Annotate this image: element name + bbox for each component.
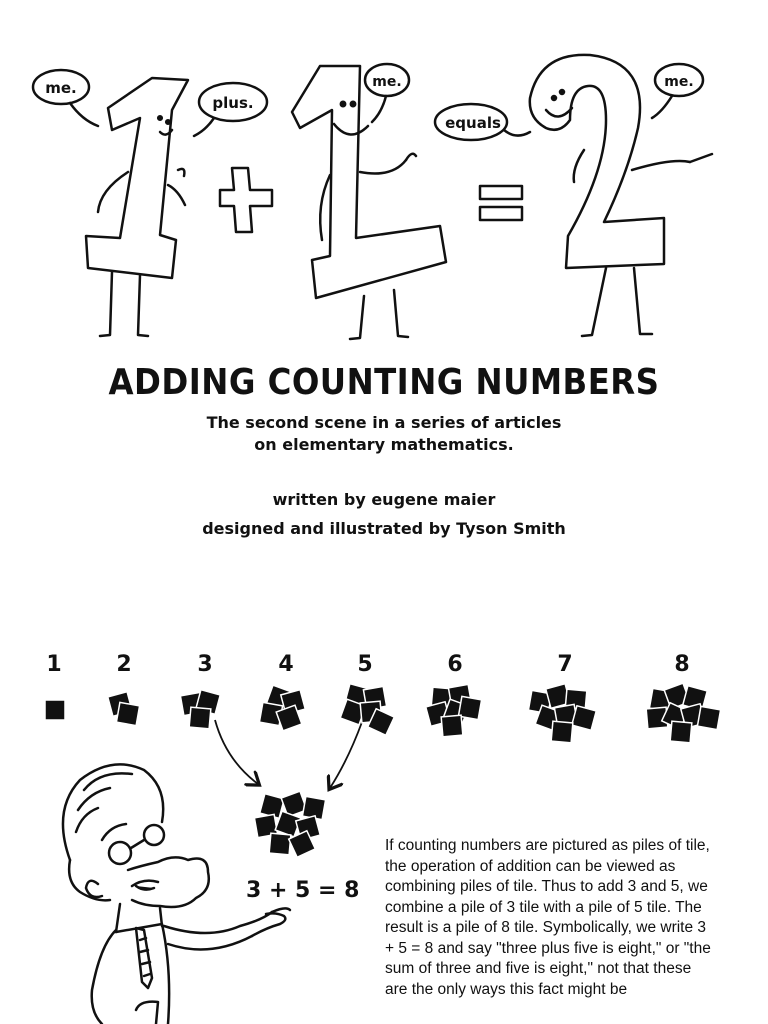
one-character-left	[86, 78, 188, 336]
tile-pile-3	[180, 690, 220, 729]
tile-pile-7	[528, 684, 596, 743]
tile-pile-label-8: 8	[674, 652, 690, 677]
tile	[441, 715, 463, 737]
svg-text:equals: equals	[445, 114, 501, 132]
bubble-text: me.	[45, 79, 77, 97]
body-paragraph: If counting numbers are pictured as piles of tile, the operation of addition can be viewed as combining piles of tile. Thus to add 3 and 5, we combine a pile of 3 tile with a pile of 5 tile. The result is a pile of 8 tile. Symbolically, we write 3 + 5 = 8 and say "three plus five is eight," or "the sum of three and five is eight," not that these are the only ways this fact might be	[385, 837, 711, 998]
svg-text:plus.: plus.	[212, 94, 254, 112]
subtitle-line-2: on elementary mathematics.	[254, 435, 514, 454]
tile	[45, 700, 65, 720]
tile	[116, 702, 139, 725]
author-credit: written by eugene maier	[272, 490, 496, 509]
svg-text:me.: me.	[664, 74, 694, 90]
subtitle-line-1: The second scene in a series of articles	[206, 413, 562, 432]
tile-pile-8	[646, 683, 720, 743]
svg-text:me.: me.	[372, 74, 402, 90]
tile	[551, 721, 573, 743]
man-illustration	[40, 750, 340, 1024]
tile-pile-5	[340, 684, 394, 736]
tile-pile-2	[108, 692, 140, 726]
credits	[0, 485, 768, 543]
page-title: ADDING COUNTING NUMBERS	[108, 362, 660, 403]
tile-pile-label-6: 6	[447, 652, 463, 677]
equation: 3 + 5 = 8	[246, 878, 360, 903]
tile-pile-label-1: 1	[46, 652, 62, 677]
speech-bubble-me-2	[365, 64, 409, 122]
tile	[189, 707, 211, 729]
illustrator-credit: designed and illustrated by Tyson Smith	[202, 519, 566, 538]
tile	[697, 706, 720, 729]
equals-sign	[480, 186, 522, 220]
tile	[670, 721, 692, 743]
plus-sign	[220, 168, 272, 232]
tile	[572, 706, 596, 730]
tile-pile-4	[259, 685, 305, 731]
one-character-middle	[292, 66, 446, 339]
subtitle	[0, 412, 768, 456]
speech-bubble-plus	[194, 83, 267, 136]
tile-pile-label-5: 5	[357, 652, 373, 677]
tile-pile-label-7: 7	[557, 652, 573, 677]
header-illustration	[0, 0, 768, 350]
speech-bubble-me-1	[33, 70, 98, 126]
tile-pile-label-2: 2	[116, 652, 132, 677]
tile-pile-6	[426, 684, 482, 736]
tile-pile-1	[45, 700, 65, 720]
two-character	[530, 55, 712, 336]
speech-bubble-me-3	[652, 64, 703, 118]
tile-pile-label-4: 4	[278, 652, 294, 677]
tile-pile-label-3: 3	[197, 652, 213, 677]
speech-bubble-equals	[435, 104, 530, 140]
